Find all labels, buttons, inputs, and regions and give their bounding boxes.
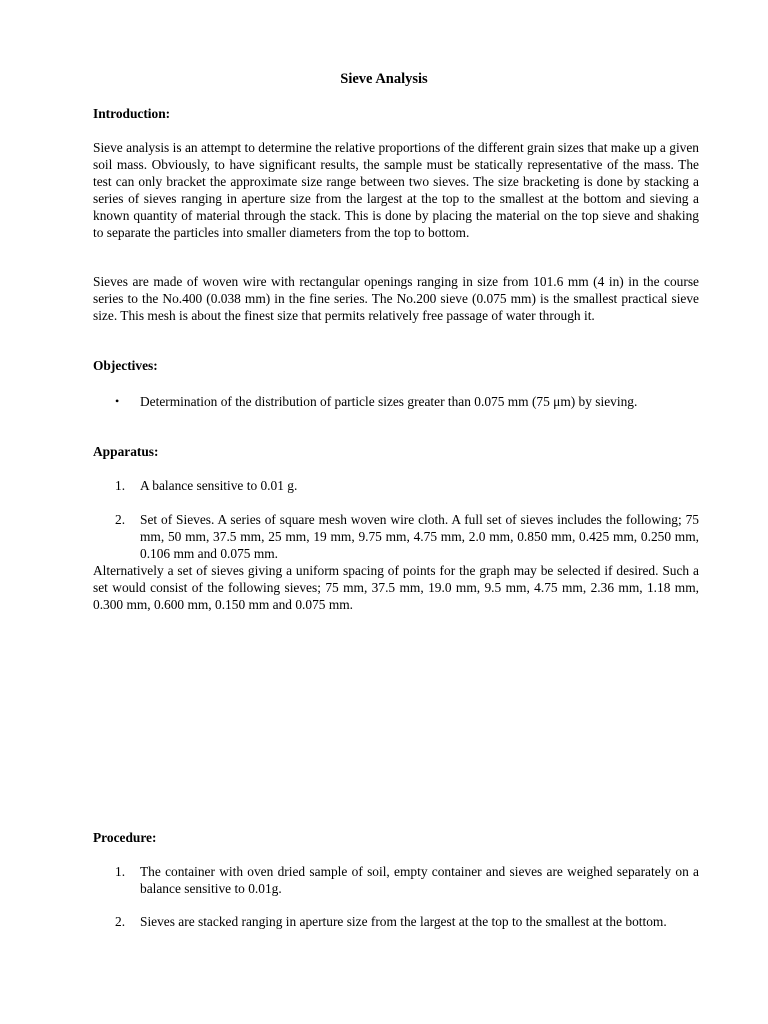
procedure-item-1	[93, 863, 699, 897]
procedure-item-2	[93, 913, 699, 930]
list-number: 1.	[115, 478, 126, 493]
list-number: 1.	[115, 864, 126, 879]
apparatus-text: A balance sensitive to 0.01 g.	[140, 478, 298, 493]
apparatus-text: Set of Sieves. A series of square mesh woven wire cloth. A full set of sieves includes the following; 75 mm, 50 mm, 37.5 mm, 25 mm, 19 mm, 9.75 mm, 4.75 mm, 2.0 mm, 0.850 mm, 0.425 mm, 0.250 mm, 0.106 mm and 0.075 mm.	[140, 512, 699, 561]
objective-text: Determination of the distribution of particle sizes greater than 0.075 mm (75 μm) by sieving.	[140, 394, 638, 409]
introduction-heading: Introduction:	[93, 106, 171, 121]
document-title: Sieve Analysis	[340, 71, 428, 87]
procedure-text: Sieves are stacked ranging in aperture size from the largest at the top to the smallest at the bottom.	[140, 914, 667, 929]
apparatus-item-1	[93, 477, 699, 494]
procedure-text: The container with oven dried sample of soil, empty container and sieves are weighed separately on a balance sensitive to 0.01g.	[140, 864, 699, 896]
introduction-paragraph-1: Sieve analysis is an attempt to determine the relative proportions of the different grain sizes that make up a given soil mass. Obviously, to have significant results, the sample must be statically representative of the mass. The test can only bracket the approximate size range between two sieves. The size bracketing is done by stacking a series of sieves ranging in aperture size from the largest at the top to the smallest at the bottom and sieving a known quantity of material through the stack. This is done by placing the material on the top sieve and shaking to separate the particles into smaller diameters from the top to bottom.	[93, 140, 699, 240]
introduction-paragraph-2: Sieves are made of woven wire with rectangular openings ranging in size from 101.6 mm (4 in) in the course series to the No.400 (0.038 mm) in the fine series. The No.200 sieve (0.075 mm) is the smallest practical sieve size. This mesh is about the finest size that permits relatively free passage of water through it.	[93, 274, 699, 323]
apparatus-item-2	[93, 511, 699, 562]
objective-item	[93, 393, 699, 410]
objectives-heading: Objectives:	[93, 358, 158, 373]
procedure-heading: Procedure:	[93, 830, 157, 845]
apparatus-note: Alternatively a set of sieves giving a uniform spacing of points for the graph may be selected if desired. Such a set would consist of the following sieves; 75 mm, 37.5 mm, 19.0 mm, 9.5 mm, 4.75 mm, 2.36 mm, 1.18 mm, 0.300 mm, 0.600 mm, 0.150 mm and 0.075 mm.	[93, 563, 699, 612]
list-number: 2.	[115, 512, 126, 527]
list-number: 2.	[115, 914, 126, 929]
bullet-marker: •	[115, 394, 120, 408]
apparatus-heading: Apparatus:	[93, 444, 159, 459]
